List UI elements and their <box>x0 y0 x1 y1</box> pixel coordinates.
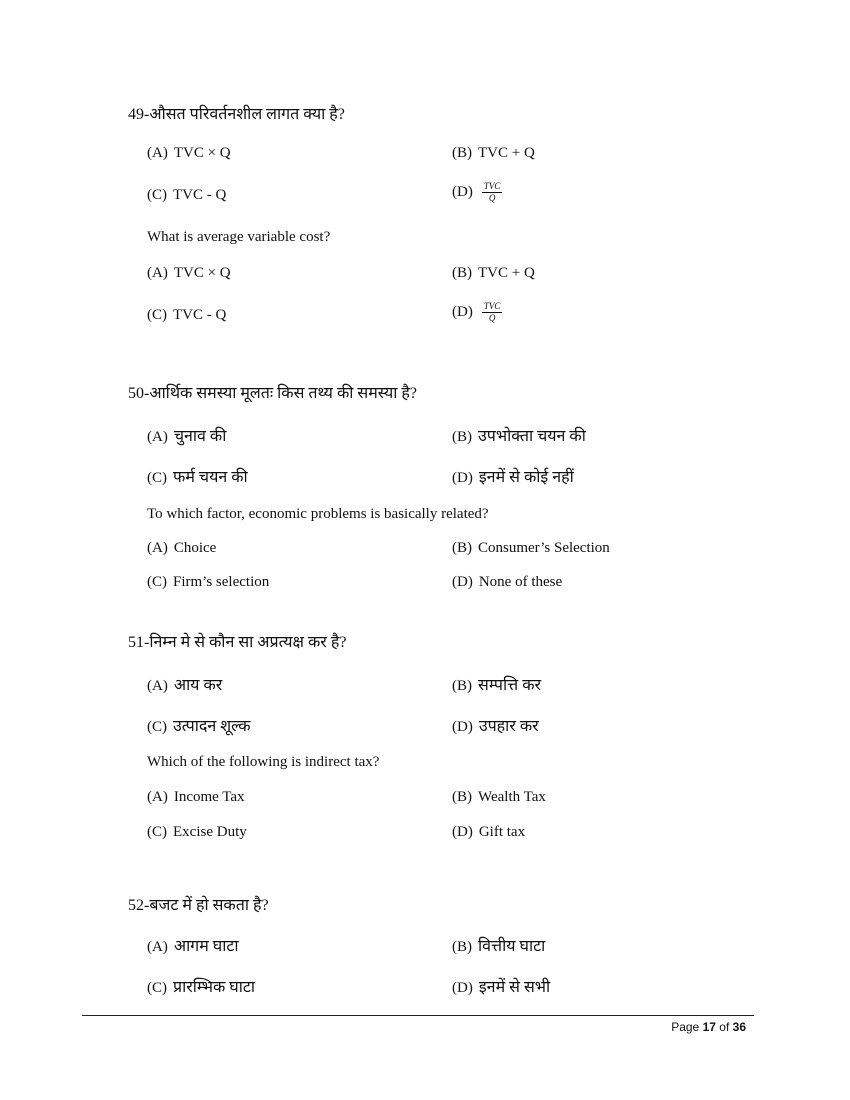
current-page: 17 <box>702 1020 716 1034</box>
option-c-hindi <box>147 714 251 736</box>
option-text: Consumer’s Selection <box>478 540 610 556</box>
option-text: प्रारम्भिक घाटा <box>173 979 256 996</box>
option-d-hindi <box>452 975 550 997</box>
option-d-hindi <box>452 181 502 204</box>
page-prefix: Page <box>671 1020 700 1034</box>
option-label: (C) <box>147 719 167 735</box>
option-d-english <box>452 574 562 591</box>
option-text: TVC - Q <box>173 187 227 203</box>
option-text: Excise Duty <box>173 824 247 840</box>
fraction-denominator: Q <box>488 193 496 203</box>
option-text: TVC × Q <box>173 145 231 161</box>
option-label: (D) <box>452 719 473 735</box>
option-text: TVC + Q <box>478 145 535 161</box>
option-label: (D) <box>452 303 473 320</box>
option-text: इनमें से सभी <box>478 979 551 996</box>
option-text: उपभोक्ता चयन की <box>478 428 586 445</box>
option-b-english <box>452 789 546 806</box>
option-label: (A) <box>147 939 168 955</box>
option-text: None of these <box>478 574 563 590</box>
option-label: (B) <box>452 145 472 161</box>
option-b-hindi <box>452 145 535 162</box>
fraction-numerator: TVC <box>483 181 501 191</box>
fraction-denominator: Q <box>488 313 496 323</box>
option-label: (A) <box>147 678 168 694</box>
option-d-hindi <box>452 465 574 487</box>
english-question: To which factor, economic problems is basically related? <box>147 506 489 522</box>
option-text: इनमें से कोई नहीं <box>478 469 574 486</box>
option-label: (D) <box>452 574 473 590</box>
page-of: of <box>719 1020 730 1034</box>
option-label: (A) <box>147 265 168 281</box>
option-c-hindi <box>147 465 248 487</box>
fraction-tvc-over-q <box>482 181 503 204</box>
option-a-hindi <box>147 934 239 956</box>
option-text: वित्तीय घाटा <box>478 938 546 955</box>
option-d-hindi <box>452 714 539 736</box>
option-text: फर्म चयन की <box>173 469 248 486</box>
option-label: (B) <box>452 678 472 694</box>
option-a-english <box>147 789 245 806</box>
option-d-english <box>452 301 502 324</box>
option-label: (B) <box>452 429 472 445</box>
option-text: उत्पादन शूल्क <box>173 718 251 735</box>
option-label: (D) <box>452 183 473 200</box>
option-label: (A) <box>147 540 168 556</box>
option-label: (B) <box>452 939 472 955</box>
option-text: सम्पत्ति कर <box>478 677 542 694</box>
option-c-english <box>147 307 226 324</box>
option-b-hindi <box>452 673 541 695</box>
option-c-english <box>147 574 269 591</box>
option-text: चुनाव की <box>173 428 227 445</box>
option-text: Wealth Tax <box>478 789 546 805</box>
option-text: Gift tax <box>478 824 526 840</box>
option-a-hindi <box>147 145 231 162</box>
option-b-hindi <box>452 424 586 446</box>
option-a-english <box>147 265 231 282</box>
option-label: (A) <box>147 429 168 445</box>
option-text: आगम घाटा <box>173 938 239 955</box>
option-c-hindi <box>147 187 226 204</box>
option-text: Firm’s selection <box>173 574 270 590</box>
option-label: (C) <box>147 574 167 590</box>
question-title: 49-औसत परिवर्तनशील लागत क्या है? <box>128 106 345 123</box>
option-text: TVC - Q <box>173 307 227 323</box>
option-text: Choice <box>173 540 217 556</box>
option-label: (C) <box>147 824 167 840</box>
option-b-english <box>452 265 535 282</box>
option-label: (A) <box>147 145 168 161</box>
question-title: 52-बजट में हो सकता है? <box>128 897 269 914</box>
option-c-english <box>147 824 247 841</box>
option-label: (D) <box>452 824 473 840</box>
option-text: उपहार कर <box>478 718 539 735</box>
option-a-hindi <box>147 673 222 695</box>
total-pages: 36 <box>732 1020 746 1034</box>
option-label: (B) <box>452 265 472 281</box>
option-text: TVC + Q <box>478 265 535 281</box>
option-text: आय कर <box>173 677 223 694</box>
option-label: (C) <box>147 980 167 996</box>
option-label: (D) <box>452 980 473 996</box>
option-label: (C) <box>147 307 167 323</box>
option-text: Income Tax <box>173 789 245 805</box>
option-d-english <box>452 824 525 841</box>
option-label: (D) <box>452 470 473 486</box>
option-label: (C) <box>147 187 167 203</box>
fraction-numerator: TVC <box>483 301 501 311</box>
fraction-tvc-over-q <box>482 301 503 324</box>
footer-divider <box>82 1015 754 1016</box>
option-text: TVC × Q <box>173 265 231 281</box>
option-a-english <box>147 540 216 557</box>
question-title: 50-आर्थिक समस्या मूलतः किस तथ्य की समस्या है? <box>128 385 418 402</box>
english-question: Which of the following is indirect tax? <box>147 754 380 770</box>
option-a-hindi <box>147 424 226 446</box>
option-c-hindi <box>147 975 255 997</box>
option-label: (A) <box>147 789 168 805</box>
option-label: (B) <box>452 789 472 805</box>
option-label: (B) <box>452 540 472 556</box>
page-number <box>671 1020 746 1034</box>
option-b-english <box>452 540 610 557</box>
question-title: 51-निम्न मे से कौन सा अप्रत्यक्ष कर है? <box>128 634 347 651</box>
option-b-hindi <box>452 934 545 956</box>
english-question: What is average variable cost? <box>147 229 331 245</box>
option-label: (C) <box>147 470 167 486</box>
